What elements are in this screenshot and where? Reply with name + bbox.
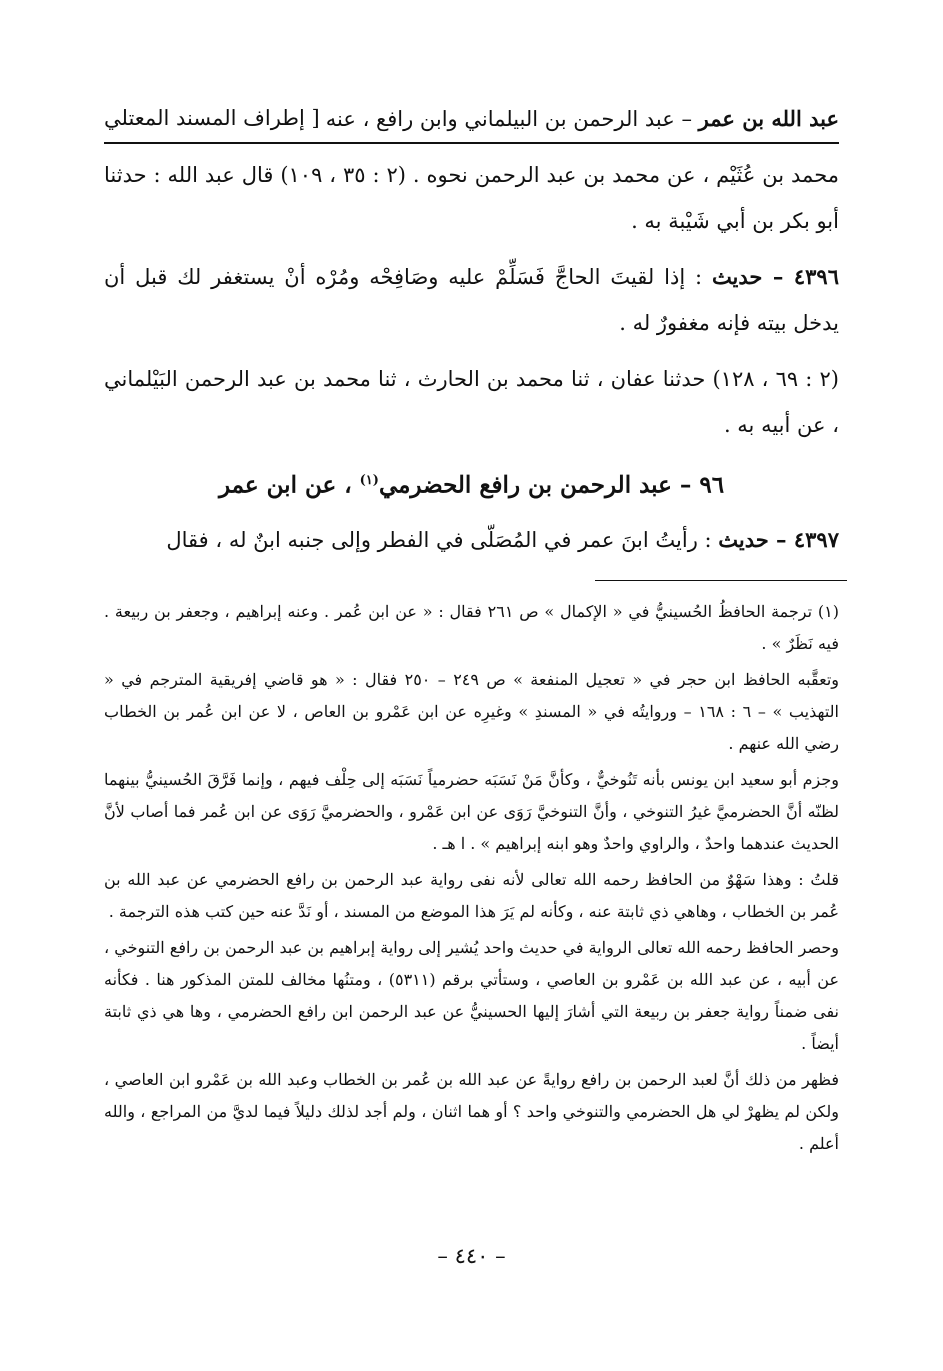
- hadith-label: – حديث: [718, 526, 794, 552]
- footnote-paragraph: وحصر الحافظ رحمه الله تعالى الرواية في حديث واحد يُشير إلى رواية إبراهيم بن عبد الرحمن بن رافع التنوخي ، عن أبيه ، عن عبد الله بن عَمْرو بن العاصي ، وستأتي برقم (٥٣١١) ، ومتنُها مخالف للمتن المذكور هنا . فكأنه نفى ضمناً رواية جعفر بن ربيعة التي أشارَ إليها الحسينيُّ عن عبد الرحمن ابن رافع الحضرمي ، وها هي ذي ثابتة أيضاً .: [104, 938, 839, 1053]
- paragraph-continuation: محمد بن عُثَيْم ، عن محمد بن عبد الرحمن نحوه . (٢ : ٣٥ ، ١٠٩) قال عبد الله : حدثنا أبو بكر بن أبي شَيْبة به .: [104, 163, 840, 233]
- header-book-title: [ إطراف المسند المعتلي: [104, 106, 320, 130]
- footnotes: [104, 596, 839, 1164]
- isnad-paragraph: (٢ : ٦٩ ، ١٢٨) حدثنا عفان ، ثنا محمد بن الحارث ، ثنا محمد بن عبد الرحمن البَيْلماني ، عن أبيه به .: [104, 367, 839, 437]
- footnote-paragraph: فظهر من ذلك أنَّ لعبد الرحمن بن رافع روايةً عن عبد الله بن عُمر بن الخطاب وعبد الله بن عَمْرو ابن العاصي ، ولكن لم يظهرْ لي هل الحضرمي والتنوخي واحد ؟ أو هما اثنان ، ولم أجد لذلك دليلاً فيما لديَّ من المراجع ، والله أعلم .: [104, 1070, 839, 1153]
- footnote-paragraph: وتعقَّبه الحافظ ابن حجر في « تعجيل المنفعة » ص ٢٤٩ – ٢٥٠ فقال : « هو قاضي إفريقية المترجم في « التهذيب » – ٦ : ١٦٨ – وروايتُه في « المسندِ » وغيرِه عن ابن عَمْرو بن العاص ، لا عن ابن عُمر بن الخطاب رضي الله عنهم .: [104, 670, 839, 753]
- header-chapter: [326, 106, 839, 131]
- footnote-paragraph: وجزم أبو سعيد ابن يونس بأنه تَنُوخيٌّ ، وكأنَّ مَنْ نَسَبَه حضرمياً نَسَبَه إلى حِلْف فيهم ، وإنما فَرَّقَ الحُسينيُّ بينهما لظنّه أنَّ الحضرميَّ غيرُ التنوخي ، وأنَّ التنوخيَّ رَوَى عن ابن عَمْرو ، والحضرميَّ رَوَى عن ابن عُمر فما أصاب لأنَّ الحديث عندهما واحدٌ ، والراوي واحدٌ وهو ابنه إبراهيم » . ا هـ .: [104, 770, 839, 853]
- footnote-paragraph: قلتُ : وهذا سَهْوٌ من الحافظ رحمه الله تعالى لأنه نفى رواية عبد الرحمن بن رافع الحضرمي عن عبد الله بن عُمر بن الخطاب ، وهاهي ذي ثابتة عنه ، وكأنه لم يَرَ هذا الموضع من المسند ، أو نَدَّ عنه حين كتب هذه الترجمة .: [104, 870, 839, 921]
- hadith-text: : إذا لقيتَ الحاجَّ فَسَلِّمْ عليه وصَافِحْه ومُرْه أنْ يستغفر لك قبل أن يدخل بيته فإنه مغفورٌ له .: [104, 265, 839, 335]
- hadith-number: ٤٣٩٧: [793, 526, 839, 552]
- section-heading: [104, 458, 839, 509]
- page-number: – ٤٤٠ –: [437, 1244, 506, 1268]
- footnote-1: (١) ترجمة الحافظُ الحُسينيُّ في « الإكمال » ص ٢٦١ فقال : « عن ابن عُمر . وعنه إبراهيم ، وجعفر بن ربيعة . فيه نَظَرٌ » .: [104, 602, 839, 653]
- header-name-rest: – عبد الرحمن بن البيلماني وابن رافع ، عنه: [325, 106, 699, 131]
- header-name-bold: عبد الله بن عمر: [698, 105, 839, 131]
- section-heading-main: ٩٦ – عبد الرحمن بن رافع الحضرمي: [378, 471, 725, 499]
- hadith-text: : رأيتُ ابنَ عمر في المُصَلّى في الفطر وإلى جنبه ابنٌ له ، فقال: [166, 527, 719, 552]
- header-divider: [104, 142, 839, 144]
- hadith-number: ٤٣٩٦: [793, 264, 839, 289]
- footnote-ref: (١): [359, 473, 379, 488]
- main-text: [104, 152, 839, 573]
- hadith-4397: [104, 517, 839, 563]
- footnote-divider: [595, 580, 847, 581]
- running-header: [104, 98, 839, 138]
- section-heading-rest: ، عن ابن عمر: [218, 471, 360, 499]
- hadith-label: – حديث: [711, 264, 794, 289]
- hadith-4396: [104, 254, 839, 346]
